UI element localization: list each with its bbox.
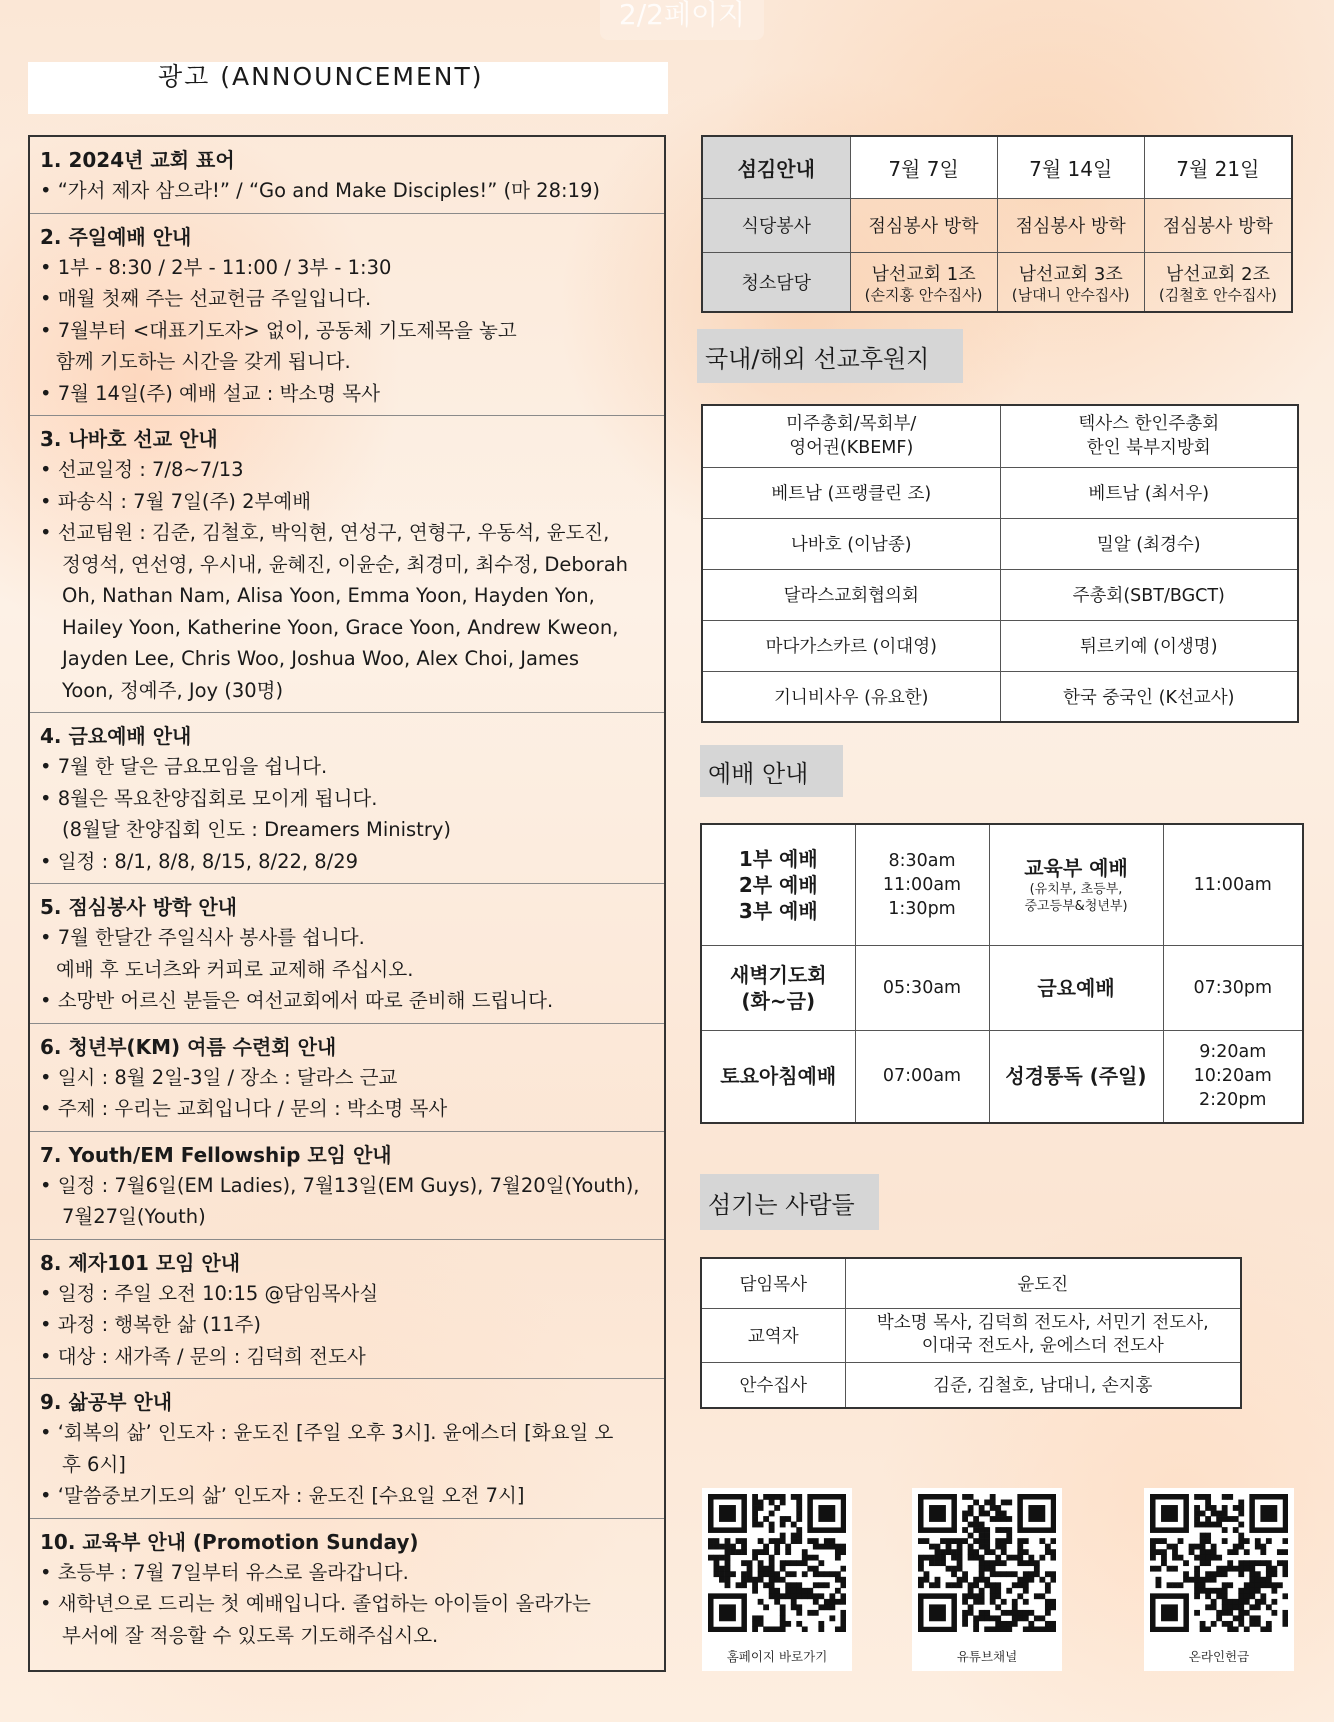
worship-time: 8:30am 11:00am 1:30pm	[855, 824, 989, 945]
section-title: 5. 점심봉사 방학 안내	[40, 895, 237, 919]
table-row	[701, 1362, 1241, 1408]
serve-schedule-table	[701, 135, 1293, 313]
section-line: • 일시 : 8월 2일-3일 / 장소 : 달라스 근교	[40, 1062, 654, 1094]
serve-row-label: 식당봉사	[702, 198, 850, 252]
serve-header-date: 7월 21일	[1144, 136, 1292, 198]
worship-time: 9:20am 10:20am 2:20pm	[1163, 1030, 1303, 1123]
table-row	[702, 467, 1298, 518]
qr-youtube[interactable]	[912, 1488, 1062, 1671]
mission-cell: 베트남 (프랭클린 조)	[702, 467, 1000, 518]
mission-section-title: 국내/해외 선교후원지	[697, 329, 963, 383]
qr-caption: 유튜브채널	[956, 1649, 1018, 1664]
section-line: • 7월 14일(주) 예배 설교 : 박소명 목사	[40, 378, 654, 410]
section-line: (8월달 찬양집회 인도 : Dreamers Ministry)	[62, 818, 451, 841]
announcement-section	[30, 1024, 664, 1132]
serve-cell: 점심봉사 방학	[850, 198, 997, 252]
staff-table	[700, 1257, 1242, 1409]
section-line: • ‘말씀중보기도의 삶’ 인도자 : 윤도진 [수요일 오전 7시]	[40, 1480, 654, 1512]
worship-time: 11:00am	[1163, 824, 1303, 945]
serve-header-date: 7월 7일	[850, 136, 997, 198]
table-row	[702, 198, 1292, 252]
mission-cell: 주총회(SBT/BGCT)	[1000, 569, 1298, 620]
section-title: 8. 제자101 모임 안내	[40, 1250, 241, 1275]
announcement-section	[30, 1240, 664, 1380]
section-line: Yoon, 정예주, Joy (30명)	[62, 678, 284, 702]
section-line: • 7월부터 <대표기도자> 없이, 공동체 기도제목을 놓고	[40, 315, 654, 347]
serve-cell-sub: (손지홍 안수집사)	[864, 285, 983, 304]
section-line: • 7월 한달간 주일식사 봉사를 쉽니다.	[40, 922, 654, 954]
announcement-section	[30, 416, 664, 713]
qr-code-icon	[708, 1494, 846, 1632]
mission-cell: 밀알 (최경수)	[1000, 518, 1298, 569]
serve-cell-main: 남선교회 3조	[1018, 263, 1123, 285]
serve-row-label: 청소담당	[702, 252, 850, 312]
section-line: Oh, Nathan Nam, Alisa Yoon, Emma Yoon, Hayden Yon,	[62, 584, 595, 607]
serve-cell: 점심봉사 방학	[1144, 198, 1292, 252]
qr-code-icon	[1150, 1494, 1288, 1632]
section-line: • 선교일정 : 7/8~7/13	[40, 454, 654, 486]
announcement-section	[30, 884, 664, 1024]
section-line: • 초등부 : 7월 7일부터 유스로 올라갑니다.	[40, 1557, 654, 1589]
worship-name: 1부 예배 2부 예배 3부 예배	[701, 824, 855, 945]
section-line: Hailey Yoon, Katherine Yoon, Grace Yoon, Andrew Kweon,	[62, 615, 619, 639]
table-row	[701, 1030, 1303, 1123]
section-line: • 선교팀원 : 김준, 김철호, 박익현, 연성구, 연형구, 우동석, 윤도진,	[40, 517, 654, 549]
section-line: • 대상 : 새가족 / 문의 : 김덕희 전도사	[40, 1341, 654, 1373]
worship-time: 07:00am	[855, 1030, 989, 1123]
section-title: 10. 교육부 안내 (Promotion Sunday)	[40, 1529, 419, 1554]
announcement-section	[30, 1132, 664, 1240]
section-line: • 주제 : 우리는 교회입니다 / 문의 : 박소명 목사	[40, 1093, 654, 1125]
staff-role: 안수집사	[701, 1362, 845, 1408]
table-row	[702, 569, 1298, 620]
worship-time: 05:30am	[855, 945, 989, 1030]
serve-header-label: 섬김안내	[702, 136, 850, 198]
worship-section-title: 예배 안내	[700, 745, 843, 797]
section-line: • ‘회복의 삶’ 인도자 : 윤도진 [주일 오후 3시]. 윤에스더 [화요일 오	[40, 1417, 654, 1449]
mission-cell: 튀르키예 (이생명)	[1000, 620, 1298, 671]
worship-name: 금요예배	[989, 945, 1163, 1030]
worship-time: 07:30pm	[1163, 945, 1303, 1030]
staff-names: 김준, 김철호, 남대니, 손지홍	[845, 1362, 1241, 1408]
section-line: • “가서 제자 삼으라!” / “Go and Make Disciples!” (마 28:19)	[40, 175, 654, 207]
mission-cell: 기니비사우 (유요한)	[702, 671, 1000, 722]
section-title: 2. 주일예배 안내	[40, 224, 192, 249]
worship-name: 토요아침예배	[701, 1030, 855, 1123]
page-indicator: 2/2페이지	[600, 0, 764, 40]
worship-name-sub: (유치부, 초등부, 중고등부&청년부)	[1024, 881, 1128, 914]
announcement-section	[30, 214, 664, 417]
section-line: 부서에 잘 적응할 수 있도록 기도해주십시오.	[62, 1623, 439, 1647]
mission-cell: 나바호 (이남종)	[702, 518, 1000, 569]
section-title: 7. Youth/EM Fellowship 모임 안내	[40, 1142, 392, 1167]
section-title: 1. 2024년 교회 표어	[40, 148, 235, 172]
announcement-section	[30, 137, 664, 214]
table-row	[701, 1258, 1241, 1308]
section-line: 7월27일(Youth)	[62, 1205, 206, 1228]
section-line: • 파송식 : 7월 7일(주) 2부예배	[40, 486, 654, 518]
staff-role: 담임목사	[701, 1258, 845, 1308]
worship-name	[989, 824, 1163, 945]
section-line: 예배 후 도너츠와 커피로 교제해 주십시오.	[56, 957, 414, 981]
section-line: Jayden Lee, Chris Woo, Joshua Woo, Alex Choi, James	[62, 647, 580, 670]
section-line: 정영석, 연선영, 우시내, 윤혜진, 이윤순, 최경미, 최수정, Deborah	[62, 552, 629, 576]
section-line: • 매월 첫째 주는 선교헌금 주일입니다.	[40, 283, 654, 315]
mission-cell: 베트남 (최서우)	[1000, 467, 1298, 518]
staff-names: 윤도진	[845, 1258, 1241, 1308]
serve-cell-main: 남선교회 2조	[1165, 263, 1270, 285]
table-row	[701, 1308, 1241, 1362]
qr-caption: 온라인헌금	[1188, 1649, 1250, 1664]
qr-online-offering[interactable]	[1144, 1488, 1294, 1671]
serve-cell-sub: (남대니 안수집사)	[1011, 285, 1130, 304]
section-line: • 일정 : 8/1, 8/8, 8/15, 8/22, 8/29	[40, 846, 654, 878]
section-title: 4. 금요예배 안내	[40, 724, 192, 748]
serve-cell	[850, 252, 997, 312]
qr-caption: 홈페이지 바로가기	[726, 1649, 828, 1664]
people-section-title: 섬기는 사람들	[700, 1174, 879, 1230]
section-line: • 과정 : 행복한 삶 (11주)	[40, 1309, 654, 1341]
table-row	[702, 671, 1298, 722]
section-title: 3. 나바호 선교 안내	[40, 427, 218, 451]
section-line: • 새학년으로 드리는 첫 예배입니다. 졸업하는 아이들이 올라가는	[40, 1588, 654, 1620]
serve-cell	[1144, 252, 1292, 312]
section-line: • 8월은 목요찬양집회로 모이게 됩니다.	[40, 783, 654, 815]
staff-role: 교역자	[701, 1308, 845, 1362]
section-line: • 7월 한 달은 금요모임을 쉽니다.	[40, 751, 654, 783]
section-title: 6. 청년부(KM) 여름 수련회 안내	[40, 1034, 337, 1059]
serve-header-date: 7월 14일	[997, 136, 1144, 198]
mission-cell: 달라스교회협의회	[702, 569, 1000, 620]
table-row	[702, 620, 1298, 671]
section-line: • 1부 - 8:30 / 2부 - 11:00 / 3부 - 1:30	[40, 252, 654, 284]
mission-cell: 마다가스카르 (이대영)	[702, 620, 1000, 671]
table-row	[702, 252, 1292, 312]
qr-code-icon	[918, 1494, 1056, 1632]
section-line: • 소망반 어르신 분들은 여선교회에서 따로 준비해 드립니다.	[40, 985, 654, 1017]
worship-name: 새벽기도회 (화~금)	[701, 945, 855, 1030]
table-header-row	[702, 405, 1298, 467]
mission-support-table	[701, 404, 1299, 723]
announcement-list	[28, 135, 666, 1672]
worship-name: 성경통독 (주일)	[989, 1030, 1163, 1123]
section-line: 후 6시]	[62, 1452, 126, 1476]
serve-cell	[997, 252, 1144, 312]
mission-column-header: 텍사스 한인주총회 한인 북부지방회	[1000, 405, 1298, 467]
worship-name-main: 교육부 예배	[1024, 855, 1128, 880]
serve-cell-main: 남선교회 1조	[871, 263, 976, 285]
table-row	[702, 518, 1298, 569]
serve-cell: 점심봉사 방학	[997, 198, 1144, 252]
announcement-title: 광고 (ANNOUNCEMENT)	[28, 62, 668, 114]
mission-cell: 한국 중국인 (K선교사)	[1000, 671, 1298, 722]
announcement-section	[30, 1519, 664, 1658]
worship-schedule-table	[700, 823, 1304, 1124]
qr-homepage[interactable]	[702, 1488, 852, 1671]
section-title: 9. 삶공부 안내	[40, 1390, 173, 1414]
announcement-section	[30, 713, 664, 884]
section-line: • 일정 : 7월6일(EM Ladies), 7월13일(EM Guys), 7월20일(Youth),	[40, 1170, 654, 1202]
serve-cell-sub: (김철호 안수집사)	[1158, 285, 1277, 304]
table-row	[701, 945, 1303, 1030]
staff-names: 박소명 목사, 김덕희 전도사, 서민기 전도사, 이대국 전도사, 윤에스더 전도사	[845, 1308, 1241, 1362]
section-line: 함께 기도하는 시간을 갖게 됩니다.	[56, 350, 351, 373]
table-row	[701, 824, 1303, 945]
section-line: • 일정 : 주일 오전 10:15 @담임목사실	[40, 1278, 654, 1310]
announcement-section	[30, 1379, 664, 1519]
mission-column-header: 미주총회/목회부/ 영어권(KBEMF)	[702, 405, 1000, 467]
